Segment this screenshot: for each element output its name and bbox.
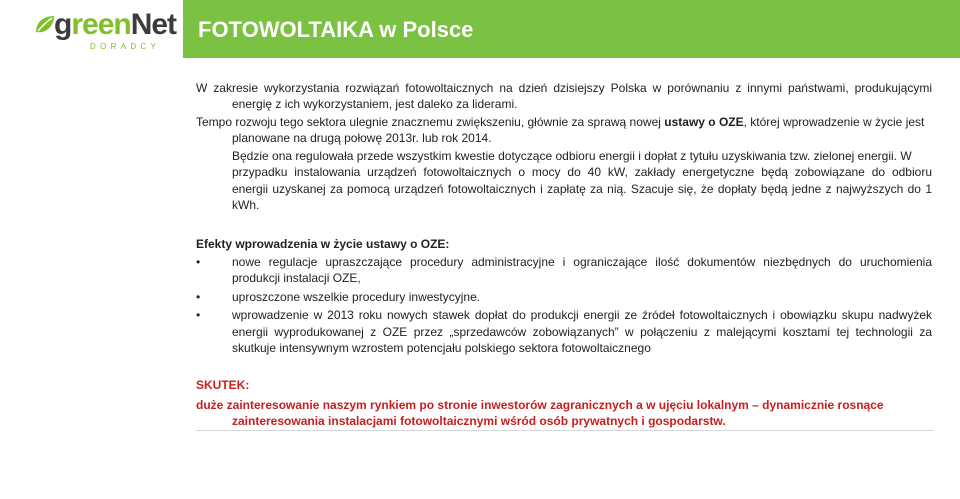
effect-item1-line1: nowe regulacje upraszczające procedury administracyjne i ograniczające ilość dokumentów niezbędnych do uruchomienia (232, 255, 932, 269)
bullet-icon: • (196, 255, 201, 269)
page-title: FOTOWOLTAIKA w Polsce (198, 17, 474, 42)
intro-p3-line2: przypadku instalowania urządzeń fotowoltaicznych o mocy do 40 kW, zakłady energetyczne będą zobowiązane do odbioru (232, 165, 932, 179)
effect-item2-line1: uproszczone wszelkie procedury inwestycyjne. (232, 290, 481, 304)
bullet-icon: • (196, 290, 201, 304)
bullet-icon: • (196, 308, 201, 322)
effect-item3-line2: energii wyprodukowanej z OZE przez „sprzedawców zobowiązanych” w połączeniu z malejącymi kosztami tej technologii za (232, 325, 932, 339)
skutek-line1: duże zainteresowanie naszym rynkiem po stronie inwestorów zagranicznych a w ujęciu lokalnym – dynamicznie rosnące (196, 398, 884, 412)
effects-heading: Efekty wprowadzenia w życie ustawy o OZE: (196, 237, 450, 251)
skutek-line2: zainteresowania instalacjami fotowoltaicznymi wśród osób prywatnych i gospodarstw. (232, 414, 726, 428)
intro-p3-line3: energii uzyskanej za pomocą urządzeń fotowoltaicznych i zapłatę za nią. Szacuje się, że dopłaty będą jedne z najwyższych do 1 (232, 182, 932, 196)
intro-p1-line2: energię z ich wykorzystaniem, jest daleko za liderami. (232, 97, 518, 111)
skutek-heading: SKUTEK: (196, 378, 250, 392)
logo-wordmark: greenNet (54, 8, 177, 41)
logo-subtitle: DORADCY (90, 42, 161, 51)
effect-item3-line3: skutkuje intensywnym wzrostem potencjału polskiego sektora fotowoltaicznego (232, 341, 651, 355)
intro-p2-line1: Tempo rozwoju tego sektora ulegnie znacznemu zwiększeniu, głównie za sprawą nowej ustawy o OZE, której wprowadzenie w życie jest (196, 115, 925, 129)
bottom-divider (196, 430, 934, 431)
intro-p2-line2: planowane na drugą połowę 2013r. lub rok 2014. (232, 131, 492, 145)
intro-p1-line1: W zakresie wykorzystania rozwiązań fotowoltaicznych na dzień dzisiejszy Polska w porównaniu z innymi państwami, produkującymi (196, 81, 932, 95)
intro-p3-line1: Będzie ona regulowała przede wszystkim kwestie dotyczące odbioru energii i dopłat z tytułu uzyskiwania tzw. zielonej energii. W (232, 149, 912, 163)
effect-item1-line2: produkcji instalacji OZE, (232, 271, 361, 285)
effect-item3-line1: wprowadzenie w 2013 roku nowych stawek dopłat do produkcji energii ze źródeł fotowoltaicznych i obowiązku skupu nadwyżek (232, 308, 932, 322)
intro-p3-line4: kWh. (232, 198, 260, 212)
